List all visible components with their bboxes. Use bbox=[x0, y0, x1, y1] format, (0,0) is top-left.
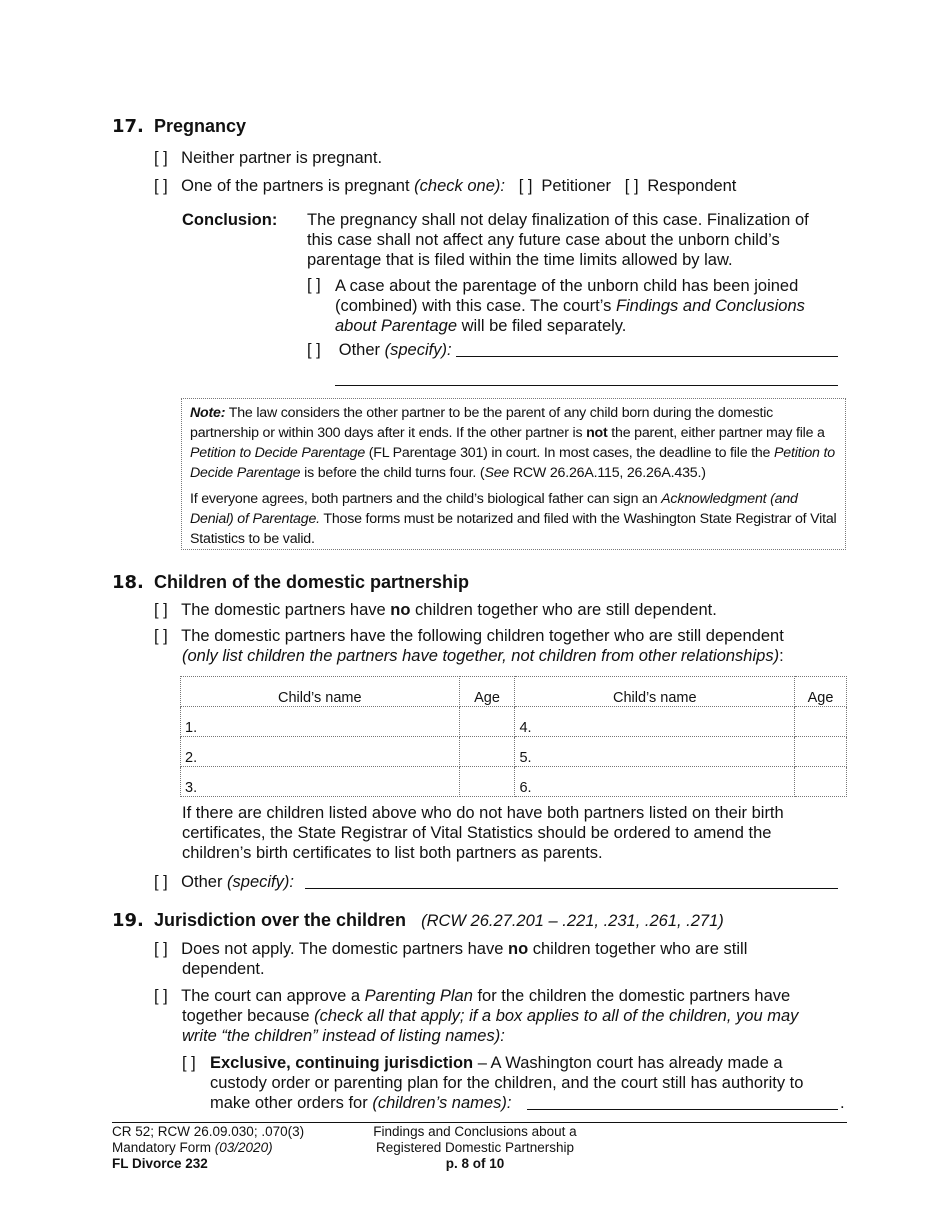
checkbox[interactable]: [ ] bbox=[182, 1054, 196, 1072]
child-name-cell[interactable]: 4. bbox=[515, 707, 795, 737]
conclusion-line-2: this case shall not affect any future case about the unborn child’s bbox=[307, 231, 780, 249]
checkbox-respondent[interactable]: [ ] bbox=[624, 177, 639, 195]
joined-line-3b: will be filed separately. bbox=[457, 317, 627, 335]
s19-opt1-text: children together who are still bbox=[528, 940, 748, 958]
s17-other-field[interactable] bbox=[456, 356, 838, 357]
child-name-cell[interactable]: 6. bbox=[515, 767, 795, 797]
s19-opt2-text: The court can approve a bbox=[181, 987, 365, 1005]
child-age-cell[interactable] bbox=[795, 707, 847, 737]
column-header: Child’s name bbox=[181, 677, 460, 707]
note-paragraph-2 bbox=[190, 489, 837, 549]
s17-other-field-line-2[interactable] bbox=[335, 385, 838, 386]
child-age-cell[interactable] bbox=[795, 737, 847, 767]
footer-date: (03/2020) bbox=[214, 1140, 273, 1155]
child-age-cell[interactable] bbox=[795, 767, 847, 797]
s18-birth-certificate-text bbox=[182, 803, 784, 863]
conclusion-label: Conclusion: bbox=[182, 211, 278, 229]
footer-form-type bbox=[112, 1140, 304, 1156]
note-text: If everyone agrees, both partners and the child’s biological father can sign an bbox=[190, 491, 662, 507]
joined-line-2b: Findings and Conclusions bbox=[615, 297, 805, 315]
checkbox[interactable]: [ ] bbox=[154, 940, 168, 958]
checkbox[interactable]: [ ] bbox=[307, 341, 321, 359]
s18-other-field[interactable] bbox=[305, 888, 838, 889]
children-table bbox=[180, 676, 847, 797]
s18-other-label: Other bbox=[181, 873, 228, 891]
column-header: Child’s name bbox=[515, 677, 795, 707]
footer-rule-citation: CR 52; RCW 26.09.030; .070(3) bbox=[112, 1124, 305, 1139]
note-text: Those forms must be notarized and filed with the Washington State Registrar of Vital Statistics to be valid. bbox=[190, 511, 837, 547]
s17-other-label: Other bbox=[338, 341, 385, 359]
children-names-field[interactable] bbox=[527, 1109, 838, 1110]
note-paragraph-1 bbox=[190, 403, 837, 483]
s19-parenting-plan: Parenting Plan bbox=[364, 987, 473, 1005]
s17-option-neither-label: Neither partner is pregnant. bbox=[181, 149, 383, 167]
s18-other bbox=[154, 872, 294, 892]
excl-text: – A Washington court has already made a bbox=[473, 1054, 783, 1072]
note-text: RCW 26.26A.115, 26.26A.435.) bbox=[509, 465, 706, 481]
s18-opt1-text: children together who are still dependent. bbox=[410, 601, 717, 619]
note-text: The law considers the other partner to be the parent of any child born during the domestic partnership or within 300 days after it ends. If the other partner is bbox=[190, 405, 774, 441]
footer-title-2: Registered Domestic Partnership bbox=[375, 1140, 575, 1155]
checkbox[interactable]: [ ] bbox=[154, 873, 168, 891]
column-header: Age bbox=[795, 677, 847, 707]
column-header: Age bbox=[459, 677, 515, 707]
s18-after-line-2: certificates, the State Registrar of Vital Statistics should be ordered to amend the bbox=[182, 824, 772, 842]
s19-opt2-l2-text: together because bbox=[182, 1007, 315, 1025]
child-name-cell[interactable]: 1. bbox=[181, 707, 460, 737]
s18-option-no-children bbox=[154, 600, 717, 620]
checkbox[interactable]: [ ] bbox=[154, 149, 168, 167]
excl-l3-italic: (children’s names): bbox=[372, 1094, 512, 1112]
joined-line-3 bbox=[335, 316, 805, 336]
joined-line-1: A case about the parentage of the unborn child has been joined bbox=[335, 277, 799, 295]
s19-option-parenting-plan bbox=[154, 986, 790, 1006]
checkbox[interactable]: [ ] bbox=[154, 601, 168, 619]
note-text: (FL Parentage 301) in court. In most cases, the deadline to file the bbox=[365, 445, 774, 461]
note-form-name: Acknowledgment (and Denial) of Parentage. bbox=[190, 491, 798, 527]
joined-line-2 bbox=[335, 296, 805, 316]
excl-period: . bbox=[840, 1094, 845, 1112]
child-age-cell[interactable] bbox=[459, 737, 515, 767]
note-form-name: Petition to Decide Parentage bbox=[190, 445, 366, 461]
joined-line-2a: (combined) with this case. The court’s bbox=[335, 297, 616, 315]
section-18-number: 18. bbox=[112, 572, 144, 593]
note-text: the parent, either partner may file a bbox=[607, 425, 825, 441]
s19-opt2-l3-italic: write “the children” instead of listing names): bbox=[182, 1027, 505, 1045]
note-form-name: Petition to Decide Parentage bbox=[190, 445, 835, 481]
s17-joined-case-text bbox=[335, 276, 805, 336]
checkbox[interactable]: [ ] bbox=[154, 627, 168, 645]
s19-exclusive-jurisdiction bbox=[210, 1053, 803, 1113]
s18-opt1-text: The domestic partners have bbox=[181, 601, 391, 619]
conclusion-line-3: parentage that is filed within the time limits allowed by law. bbox=[307, 251, 733, 269]
section-19-citation: (RCW 26.27.201 – .221, .231, .261, .271) bbox=[421, 912, 724, 930]
note-box bbox=[181, 398, 846, 550]
excl-line-3 bbox=[210, 1093, 803, 1113]
s18-opt1-bold: no bbox=[390, 601, 411, 619]
s18-opt2-italic: (only list children the partners have together, not children from other relationships) bbox=[182, 647, 780, 665]
child-name-cell[interactable]: 5. bbox=[515, 737, 795, 767]
checkbox[interactable]: [ ] bbox=[154, 987, 168, 1005]
s17-option-pregnant bbox=[154, 176, 736, 196]
s19-opt2-l2-italic: (check all that apply; if a box applies to all of the children, you may bbox=[314, 1007, 799, 1025]
footer-center bbox=[355, 1124, 595, 1172]
s19-opt1-text: Does not apply. The domestic partners have bbox=[181, 940, 508, 958]
footer-left bbox=[112, 1124, 304, 1172]
joined-line-3a: about Parentage bbox=[335, 317, 458, 335]
s18-option-children bbox=[154, 626, 784, 646]
child-age-cell[interactable] bbox=[459, 707, 515, 737]
s19-opt1-line-2: dependent. bbox=[182, 960, 265, 978]
excl-line-1 bbox=[210, 1053, 803, 1073]
s18-after-line-1: If there are children listed above who do not have both partners listed on their birth bbox=[182, 804, 784, 822]
checkbox[interactable]: [ ] bbox=[154, 177, 168, 195]
footer-mandatory: Mandatory Form bbox=[112, 1140, 215, 1155]
s19-opt2-line-3 bbox=[182, 1026, 505, 1046]
s18-opt2-line-2 bbox=[182, 646, 784, 666]
section-18-title: Children of the domestic partnership bbox=[154, 572, 470, 592]
s17-check-one: (check one): bbox=[414, 177, 505, 195]
excl-line-2: custody order or parenting plan for the children, and the court still has authority to bbox=[210, 1074, 804, 1092]
page-number: p. 8 of 10 bbox=[445, 1156, 505, 1171]
checkbox-petitioner[interactable]: [ ] bbox=[518, 177, 533, 195]
section-19-title bbox=[154, 910, 724, 931]
section-19-number: 19. bbox=[112, 910, 144, 931]
s18-opt2-colon: : bbox=[779, 647, 784, 665]
s17-option-neither bbox=[154, 148, 382, 168]
table-row bbox=[181, 707, 847, 737]
footer-form-id: FL Divorce 232 bbox=[112, 1156, 208, 1171]
section-17-title: Pregnancy bbox=[154, 116, 247, 136]
footer-title-1: Findings and Conclusions about a bbox=[373, 1124, 577, 1139]
note-see: See bbox=[484, 465, 510, 481]
checkbox[interactable]: [ ] bbox=[307, 276, 321, 294]
excl-l3-text: make other orders for bbox=[210, 1094, 373, 1112]
s19-opt1-bold: no bbox=[508, 940, 529, 958]
s18-after-line-3: children’s birth certificates to list both partners as parents. bbox=[182, 844, 603, 862]
footer-divider bbox=[112, 1122, 847, 1123]
s17-specify: (specify): bbox=[384, 341, 452, 359]
conclusion-line-1: The pregnancy shall not delay finalization of this case. Finalization of bbox=[307, 211, 809, 229]
section-17-number: 17. bbox=[112, 116, 144, 137]
child-name-cell[interactable]: 2. bbox=[181, 737, 460, 767]
conclusion-text bbox=[307, 210, 809, 270]
section-19-title-text: Jurisdiction over the children bbox=[154, 910, 407, 930]
s19-opt2-line-2 bbox=[182, 1006, 798, 1026]
petitioner-label: Petitioner bbox=[541, 177, 612, 195]
s18-specify: (specify): bbox=[227, 873, 294, 891]
note-label: Note: bbox=[190, 405, 226, 421]
child-age-cell[interactable] bbox=[459, 767, 515, 797]
note-text: is before the child turns four. ( bbox=[300, 465, 485, 481]
s17-other bbox=[307, 340, 452, 360]
children-table-header bbox=[181, 677, 847, 707]
respondent-label: Respondent bbox=[647, 177, 737, 195]
note-bold-not: not bbox=[586, 425, 608, 441]
s17-option-pregnant-label: One of the partners is pregnant bbox=[181, 177, 415, 195]
table-row bbox=[181, 767, 847, 797]
table-row bbox=[181, 737, 847, 767]
s19-opt2-text: for the children the domestic partners have bbox=[472, 987, 791, 1005]
s18-opt2-line-1: The domestic partners have the following children together who are still dependent bbox=[181, 627, 784, 645]
child-name-cell[interactable]: 3. bbox=[181, 767, 460, 797]
excl-bold: Exclusive, continuing jurisdiction bbox=[210, 1054, 474, 1072]
s19-option-not-apply bbox=[154, 939, 747, 959]
